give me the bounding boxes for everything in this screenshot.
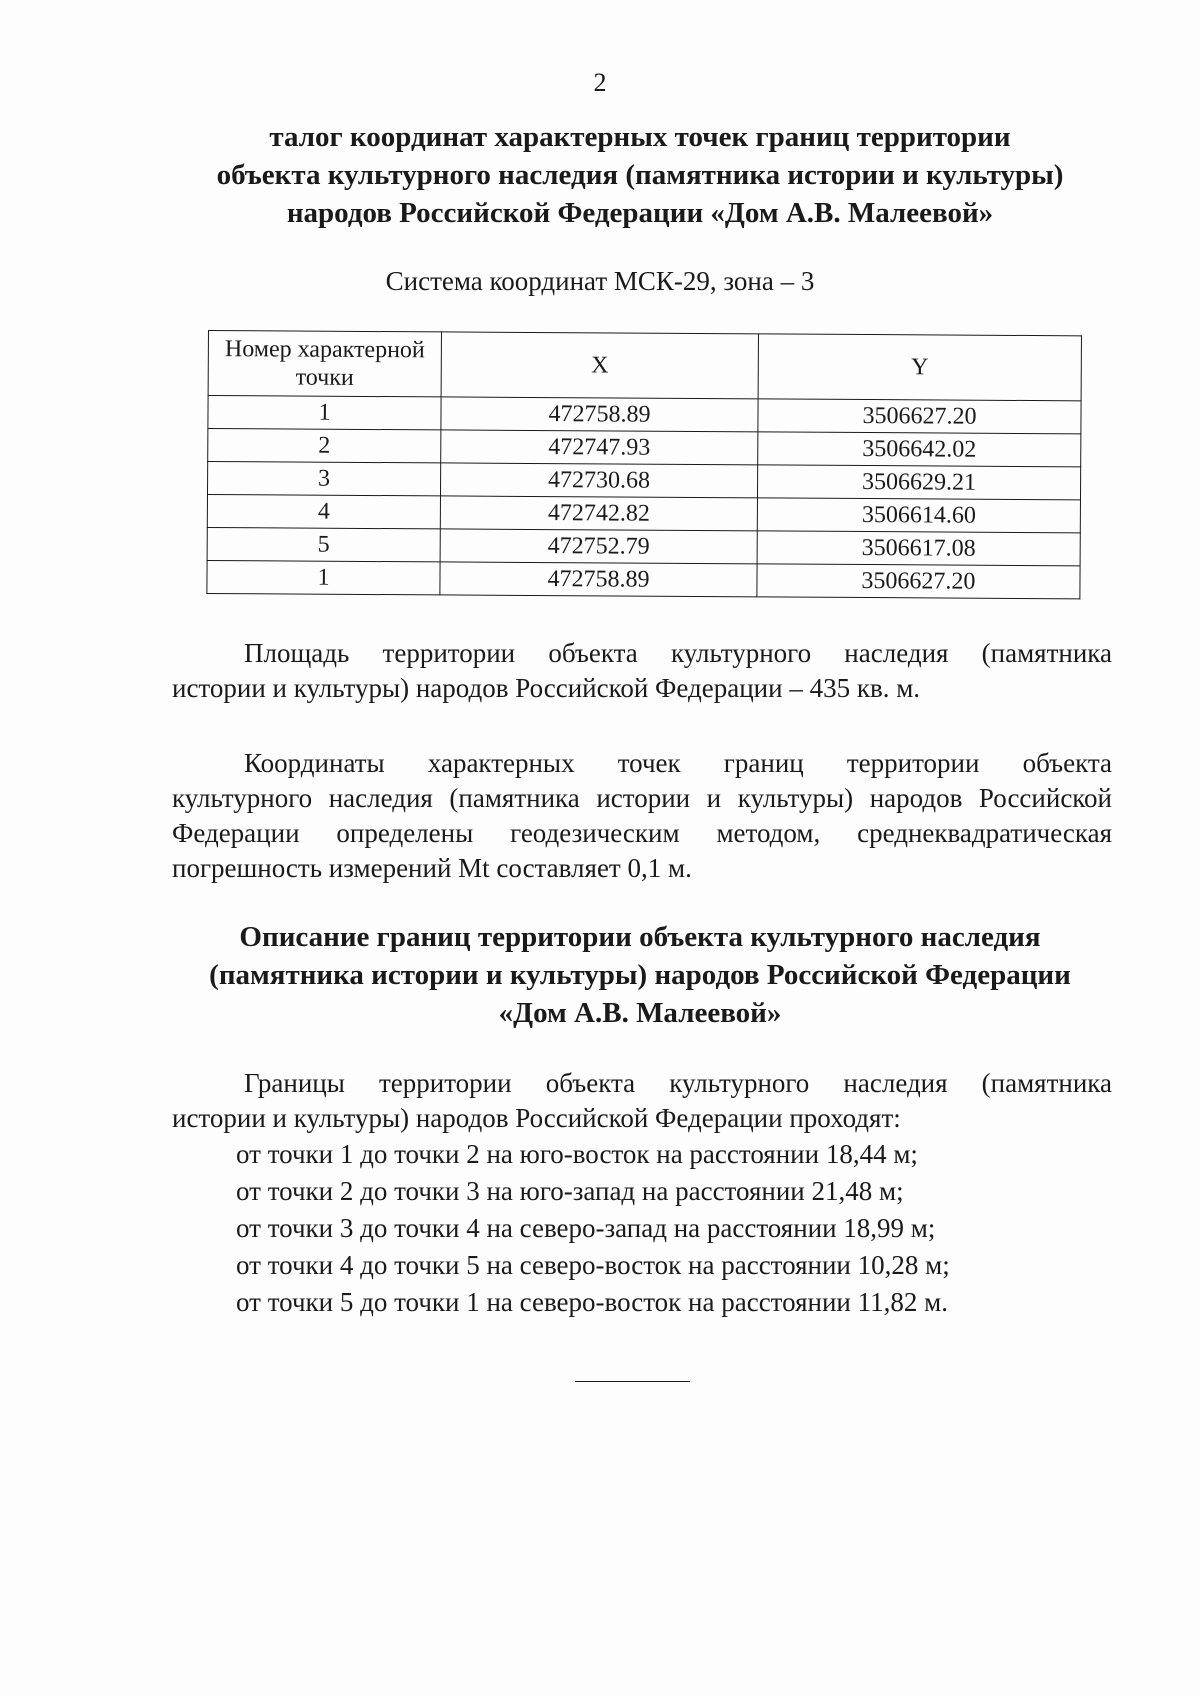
page-number: 2	[593, 68, 607, 97]
table-row	[207, 527, 1080, 565]
heading-line: «Дом А.В. Малеевой»	[498, 997, 782, 1029]
paragraph-line: Площадь территории объекта культурного наследия (памятника	[244, 638, 1112, 668]
list-item: от точки 1 до точки 2 на юго-восток на расстоянии 18,44 м;	[236, 1139, 918, 1169]
heading-line: Описание границ территории объекта культурного наследия	[239, 921, 1041, 953]
list-item: от точки 5 до точки 1 на северо-восток на расстоянии 11,82 м.	[236, 1287, 948, 1317]
cell-point: 5	[207, 527, 440, 561]
paragraph-line: Координаты характерных точек границ территории объекта	[244, 748, 1112, 778]
borders-description-heading	[200, 918, 1080, 1032]
cell-x: 472742.82	[440, 496, 757, 531]
paragraph-line: погрешность измерений Mt составляет 0,1 м.	[172, 853, 692, 883]
table-row	[207, 462, 1080, 500]
table-row	[208, 396, 1081, 434]
cell-point: 1	[207, 560, 440, 594]
cell-point: 1	[208, 396, 441, 430]
catalog-title-line: объекта культурного наследия (памятника истории и культуры)	[216, 159, 1064, 191]
header-x: X	[441, 332, 758, 399]
cell-x: 472758.89	[441, 397, 758, 432]
table-header-row	[208, 331, 1081, 401]
list-item: от точки 2 до точки 3 на юго-запад на расстоянии 21,48 м;	[236, 1176, 904, 1206]
paragraph-line: истории и культуры) народов Российской Федерации – 435 кв. м.	[172, 673, 921, 703]
cell-y: 3506617.08	[757, 531, 1080, 566]
area-paragraph	[172, 636, 1112, 706]
paragraph-line: Федерации определены геодезическим методом, среднеквадратическая	[172, 818, 1112, 848]
cell-x: 472758.89	[440, 562, 757, 597]
paragraph-line: культурного наследия (памятника истории и культуры) народов Российской	[172, 783, 1112, 813]
coordinates-table	[206, 330, 1082, 599]
cell-point: 4	[207, 495, 440, 529]
catalog-title-line: народов Российской Федерации «Дом А.В. Малеевой»	[286, 197, 994, 229]
table-row	[208, 429, 1081, 467]
cell-x: 472747.93	[441, 430, 758, 465]
header-y: Y	[758, 334, 1081, 401]
cell-point: 3	[207, 462, 440, 496]
table-row	[207, 495, 1080, 533]
list-item: от точки 3 до точки 4 на северо-запад на расстоянии 18,99 м;	[236, 1213, 936, 1243]
end-divider	[575, 1381, 690, 1382]
borders-paragraph	[172, 1066, 1112, 1136]
border-segments-list	[236, 1136, 950, 1321]
header-point-number-line: Номер характерной	[224, 336, 425, 364]
cell-x: 472730.68	[440, 463, 757, 498]
cell-y: 3506642.02	[758, 432, 1081, 467]
coordinates-method-paragraph	[172, 746, 1112, 886]
header-point-number	[208, 331, 441, 397]
table-row	[207, 560, 1080, 598]
paragraph-line: Границы территории объекта культурного наследия (памятника	[244, 1068, 1112, 1098]
cell-y: 3506627.20	[757, 564, 1080, 599]
coordinate-system-caption: Система координат МСК-29, зона – 3	[385, 266, 815, 296]
catalog-title-line: талог координат характерных точек границ территории	[269, 121, 1011, 153]
cell-y: 3506629.21	[757, 465, 1080, 500]
cell-y: 3506614.60	[757, 498, 1080, 533]
catalog-title	[200, 118, 1080, 232]
cell-x: 472752.79	[440, 529, 757, 564]
list-item: от точки 4 до точки 5 на северо-восток на расстоянии 10,28 м;	[236, 1250, 950, 1280]
cell-point: 2	[208, 429, 441, 463]
paragraph-line: истории и культуры) народов Российской Федерации проходят:	[172, 1103, 901, 1133]
header-point-number-line: точки	[295, 364, 354, 391]
heading-line: (памятника истории и культуры) народов Российской Федерации	[209, 959, 1071, 991]
cell-y: 3506627.20	[758, 399, 1081, 434]
